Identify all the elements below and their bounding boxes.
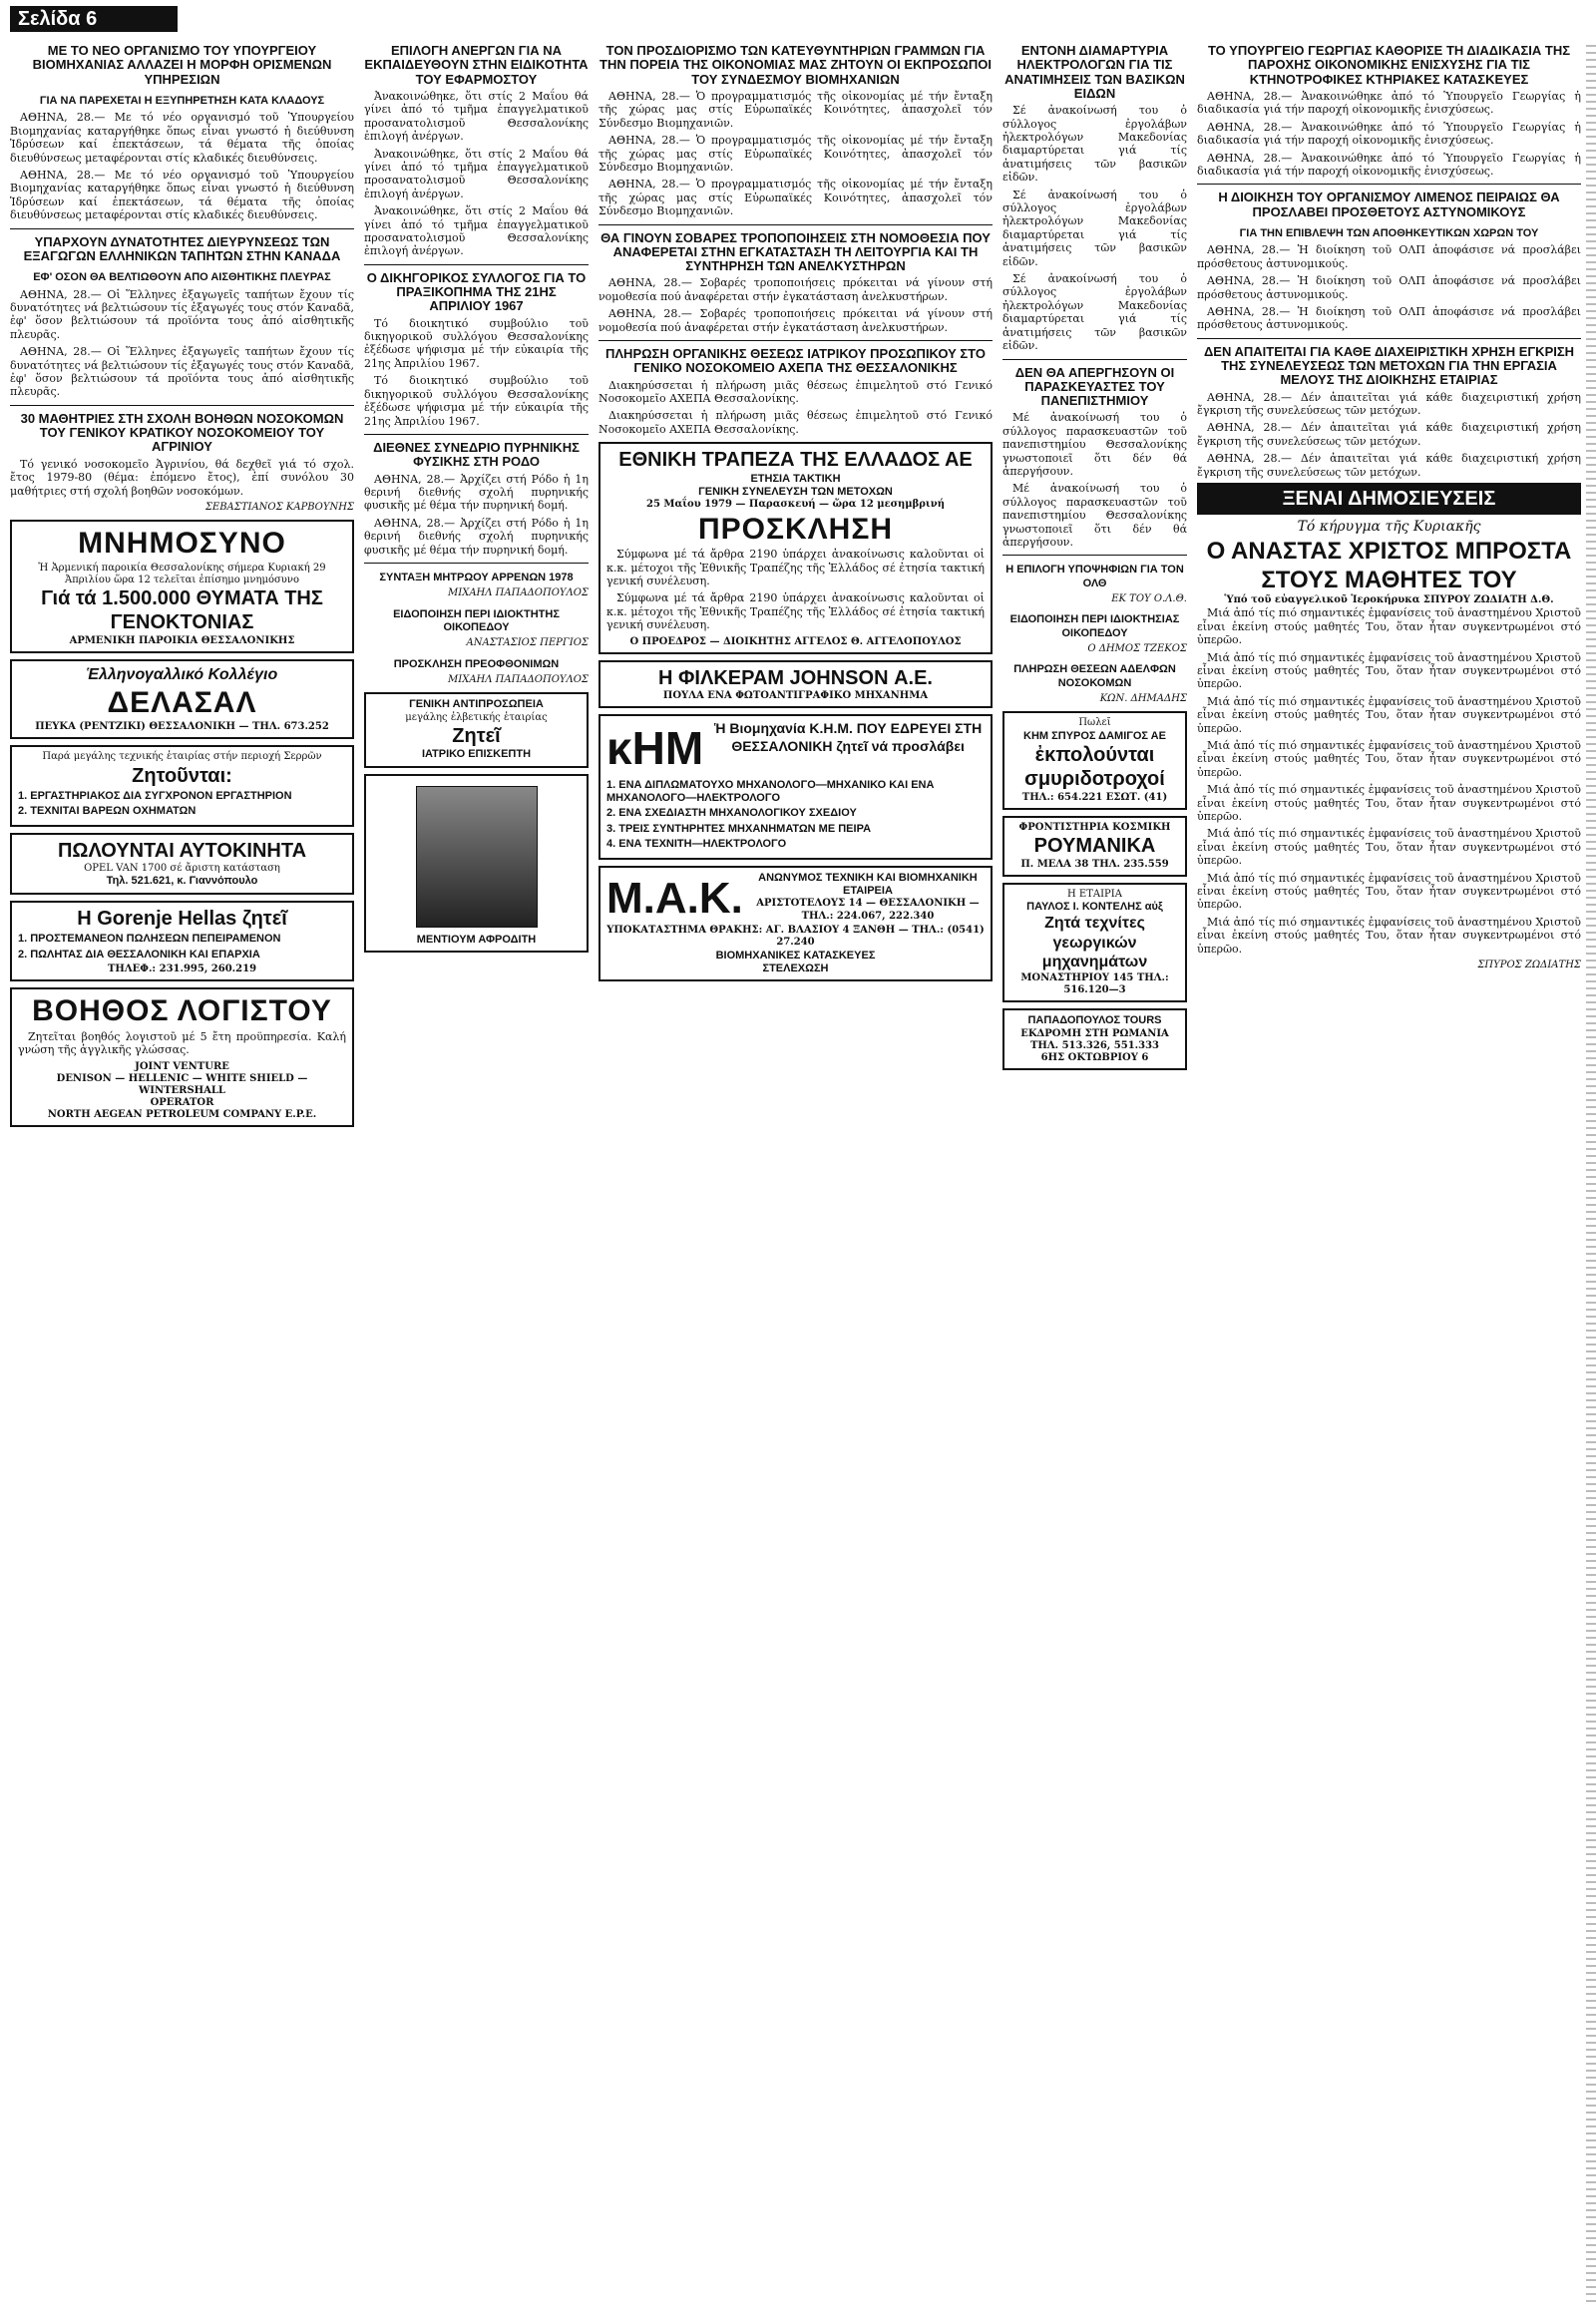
ad-signature-line: OPERATOR (150, 1097, 214, 1109)
article-headline: ΔΕΝ ΑΠΑΙΤΕΙΤΑΙ ΓΙΑ ΚΑΘΕ ΔΙΑΧΕΙΡΙΣΤΙΚΗ ΧΡΗΣΗ ΕΓΚΡΙΣΗ ΤΗΣ ΣΥΝΕΛΕΥΣΕΩΣ ΤΩΝ ΜΕΤΟΧΩΝ ΓΙΑ ΤΗΝ ΕΡΓΑΣΙΑ ΜΕΛΟΥΣ ΤΗΣ ΔΙΟΙΚΗΣΗΣ ΕΤΑΙΡΙΑΣ (1203, 343, 1575, 388)
notice-signature: ΜΙΧΑΗΛ ΠΑΠΑΔΟΠΟΥΛΟΣ (448, 673, 589, 685)
ad-address: Π. ΜΕΛΑ 38 ΤΗΛ. 235.559 (1020, 858, 1169, 870)
article-body: Διακηρύσσεται ἡ πλήρωση μιᾶς θέσεως ἐπιμελητοῦ στό Γενικό Νοσοκομεῖο ΑΧΕΠΑ Θεσσαλονίκης. (598, 409, 993, 436)
ad-subtitle: ΠΟΥΛΑ ΕΝΑ ΦΩΤΟΑΝΤΙΓΡΑΦΙΚΟ ΜΗΧΑΝΗΜΑ (662, 690, 929, 702)
sermon-signature: ΣΠΥΡΟΣ ΖΩΔΙΑΤΗΣ (1477, 960, 1581, 971)
gorenje-ad (10, 901, 354, 981)
ad-list-item: 1. ΕΡΓΑΣΤΗΡΙΑΚΟΣ ΔΙΑ ΣΥΓΧΡΟΝΟΝ ΕΡΓΑΣΤΗΡΙΟΝ (18, 789, 292, 802)
sermon-body: Μιά ἀπό τίς πιό σημαντικές ἐμφανίσεις τοῦ ἀναστημένου Χριστοῦ εἶναι ἐκείνη στούς μαθητές Του, ὅταν ἦταν συγκεντρωμένοι στό ὑπερῶο. (1197, 606, 1581, 647)
ad-title: ΒΟΗΘΟΣ ΛΟΓΙΣΤΟΥ (32, 994, 332, 1028)
article-subheadline: ΓΙΑ ΤΗΝ ΕΠΙΒΛΕΨΗ ΤΩΝ ΑΠΟΘΗΚΕΥΤΙΚΩΝ ΧΩΡΩΝ ΤΟΥ (1239, 226, 1539, 239)
notice-headline: ΠΡΟΣΚΛΗΣΗ ΠΡΕΟΦΘΟΝΙΜΩΝ (393, 657, 560, 670)
ad-title: Η Gorenje Hellas ζητεῖ (77, 907, 287, 930)
article-headline: ΜΕ ΤΟ ΝΕΟ ΟΡΓΑΝΙΣΜΟ ΤΟΥ ΥΠΟΥΡΓΕΙΟΥ ΒΙΟΜΗΧΑΝΙΑΣ ΑΛΛΑΖΕΙ Η ΜΟΡΦΗ ΟΡΙΣΜΕΝΩΝ ΥΠΗΡΕΣΙΩΝ (32, 43, 332, 87)
ad-title: ΡΟΥΜΑΝΙΚΑ (1033, 835, 1156, 858)
ad-title: ΓΕΝΙΚΗ ΑΝΤΙΠΡΟΣΩΠΕΙΑ (409, 698, 544, 711)
article-body: Μέ ἀνακοίνωσή του ὁ σύλλογος παρασκευαστῶν τοῦ πανεπιστημίου Θεσσαλονίκης γνωστοποιεῖ ὅτι δέν θά ἀπεργήσουν. (1002, 411, 1187, 479)
ad-list-item: 4. ΕΝΑ ΤΕΧΝΙΤΗ—ΗΛΕΚΤΡΟΛΟΓΟ (606, 838, 787, 851)
divider (364, 563, 589, 564)
sermon-body: Μιά ἀπό τίς πιό σημαντικές ἐμφανίσεις τοῦ ἀναστημένου Χριστοῦ εἶναι ἐκείνη στούς μαθητές Του, ὅταν ἦταν συγκεντρωμένοι στό ὑπερῶο. (1197, 783, 1581, 823)
sermon-body: Μιά ἀπό τίς πιό σημαντικές ἐμφανίσεις τοῦ ἀναστημένου Χριστοῦ εἶναι ἐκείνη στούς μαθητές Του, ὅταν ἦταν συγκεντρωμένοι στό ὑπερῶο. (1197, 915, 1581, 956)
ad-title: ΑΝΩΝΥΜΟΣ ΤΕΧΝΙΚΗ ΚΑΙ ΒΙΟΜΗΧΑΝΙΚΗ ΕΤΑΙΡΕΙΑ (758, 871, 978, 898)
divider (1002, 359, 1187, 360)
page-number-label: Σελίδα 6 (10, 6, 178, 32)
ad-phone: ΤΗΛ.: 654.221 ΕΣΩΤ. (41) (1021, 791, 1168, 803)
ad-signature-line: NORTH AEGEAN PETROLEUM COMPANY E.P.E. (47, 1109, 317, 1121)
divider (10, 228, 354, 229)
ad-signature-line: JOINT VENTURE (135, 1060, 229, 1072)
divider (1197, 184, 1581, 185)
article-body: Ἀνακοινώθηκε, ὅτι στίς 2 Μαΐου θά γίνει ἀπό τό τμῆμα ἐπαγγελματικοῦ προσανατολισμοῦ Θεσσαλονίκης ἐπιλογή ἀνέργων. (364, 204, 589, 258)
article-subheadline: ΕΦ' ΟΣΟΝ ΘΑ ΒΕΛΤΙΩΘΟΥΝ ΑΠΟ ΑΙΣΘΗΤΙΚΗΣ ΠΛΕΥΡΑΣ (33, 271, 331, 284)
ad-subtitle: μεγάλης ἐλβετικής ἑταιρίας (405, 711, 548, 723)
article-headline: ΘΑ ΓΙΝΟΥΝ ΣΟΒΑΡΕΣ ΤΡΟΠΟΠΟΙΗΣΕΙΣ ΣΤΗ ΝΟΜΟΘΕΣΙΑ ΠΟΥ ΑΝΑΦΕΡΕΤΑΙ ΣΤΗΝ ΕΓΚΑΤΑΣΤΑΣΗ ΤΗ ΛΕΙΤΟΥΡΓΙΑ ΚΑΙ ΤΗ ΣΥΝΤΗΡΗΣΗ ΤΩΝ ΑΝΕΛΚΥΣΤΗΡΩΝ (600, 229, 991, 274)
ad-date: 6ΗΣ ΟΚΤΩΒΡΙΟΥ 6 (1040, 1052, 1149, 1064)
ad-subtitle: ΕΤΗΣΙΑ ΤΑΚΤΙΚΗ (750, 472, 841, 485)
divider (598, 224, 993, 225)
column-5 (1197, 40, 1581, 971)
ad-title: Η ΦΙΛΚΕΡΑΜ JOHNSON Α.Ε. (658, 666, 933, 689)
sermon-body: Μιά ἀπό τίς πιό σημαντικές ἐμφανίσεις τοῦ ἀναστημένου Χριστοῦ εἶναι ἐκείνη στούς μαθητές Του, ὅταν ἦταν συγκεντρωμένοι στό ὑπερῶο. (1197, 871, 1581, 912)
ad-title: ΠΩΛΟΥΝΤΑΙ ΑΥΤΟΚΙΝΗΤΑ (57, 839, 307, 862)
article-signature: ΣΕΒΑΣΤΙΑΝΟΣ ΚΑΡΒΟΥΝΗΣ (204, 501, 354, 513)
article-body: Μέ ἀνακοίνωσή του ὁ σύλλογος παρασκευαστῶν τοῦ πανεπιστημίου Θεσσαλονίκης γνωστοποιεῖ ὅτι δέν θά ἀπεργήσουν. (1002, 482, 1187, 550)
article-body: Διακηρύσσεται ἡ πλήρωση μιᾶς θέσεως ἐπιμελητοῦ στό Γενικό Νοσοκομεῖο ΑΧΕΠΑ Θεσσαλονίκης. (598, 378, 993, 406)
article-body: ΑΘΗΝΑ, 28.— Ὁ προγραμματισμός τῆς οἰκονομίας μέ τήν ἔνταξη τῆς χώρας μας στίς Εὐρωπαϊκές Κοινότητες, ἀπασχολεῖ τόν Σύνδεσμο Βιομηχανιῶν. (598, 89, 993, 130)
article-body: ΑΘΗΝΑ, 28.— Σοβαρές τροποποιήσεις πρόκειται νά γίνουν στή νομοθεσία πού ἀναφέρεται στήν ἐγκατάσταση ἀνελκυστήρων. (598, 307, 993, 334)
kontelis-ad (1002, 883, 1187, 1003)
sermon-body: Μιά ἀπό τίς πιό σημαντικές ἐμφανίσεις τοῦ ἀναστημένου Χριστοῦ εἶναι ἐκείνη στούς μαθητές Του, ὅταν ἦταν συγκεντρωμένοι στό ὑπερῶο. (1197, 694, 1581, 735)
article-body: ΑΘΗΝΑ, 28.— Με τό νέο οργανισμό τοῦ Ὑπουργείου Βιομηχανίας καταργήθηκε ὅπως εἶναι γνωστό ἡ διεύθυνση Ἱδρύσεων καί ἐπεκτάσεων, τά θέματα τῆς ὁποίας διευθύνσεως μεταφέρονται στίς κλαδικές διευθύνσεις. (10, 168, 354, 222)
article-body: ΑΘΗΝΑ, 28.— Σοβαρές τροποποιήσεις πρόκειται νά γίνουν στή νομοθεσία πού ἀναφέρεται στήν ἐγκατάσταση ἀνελκυστήρων. (598, 276, 993, 303)
sermon-body: Μιά ἀπό τίς πιό σημαντικές ἐμφανίσεις τοῦ ἀναστημένου Χριστοῦ εἶναι ἐκείνη στούς μαθητές Του, ὅταν ἦταν συγκεντρωμένοι στό ὑπερῶο. (1197, 738, 1581, 779)
article-body: ΑΘΗΝΑ, 28.— Δέν ἀπαιτεῖται γιά κάθε διαχειριστική χρήση ἔγκριση τῆς συνελεύσεως τῶν μετόχων. (1197, 421, 1581, 448)
article-body: Σέ ἀνακοίνωσή του ὁ σύλλογος ἐργολάβων ἠλεκτρολόγων Μακεδονίας διαμαρτύρεται γιά τίς ἀνατιμήσεις τῶν βασικῶν εἰδῶν. (1002, 104, 1187, 185)
grinding-wheels-ad (1002, 711, 1187, 810)
khm-logo: κΗΜ (606, 722, 704, 775)
adjacent-page-edge (1586, 40, 1596, 2304)
ad-head: Πωλεῖ (1078, 717, 1111, 729)
article-body: ΑΘΗΝΑ, 28.— Δέν ἀπαιτεῖται γιά κάθε διαχειριστική χρήση ἔγκριση τῆς συνελεύσεως τῶν μετόχων. (1197, 452, 1581, 479)
national-bank-ad (598, 442, 993, 654)
article-body: ΑΘΗΝΑ, 28.— Οἱ Ἕλληνες ἐξαγωγεῖς ταπήτων ἔχουν τίς δυνατότητες νά βελτιώσουν τίς ἐξαγωγές τους στόν Καναδᾶ, ἐφ' ὅσον βελτιώσουν τά προϊόντα τους ἀπό αἰσθητικῆς πλευρᾶς. (10, 287, 354, 341)
ad-signature-line: DENISON — HELLENIC — WHITE SHIELD — WINTERSHALL (56, 1072, 308, 1096)
accountant-ad (10, 987, 354, 1127)
ad-subtitle: ΓΕΝΙΚΗ ΣΥΝΕΛΕΥΣΗ ΤΩΝ ΜΕΤΟΧΩΝ (698, 486, 893, 499)
notice-signature: Ο ΔΗΜΟΣ ΤΖΕΚΟΣ (1087, 643, 1187, 655)
ad-list-item: 2. ΠΩΛΗΤΑΣ ΔΙΑ ΘΕΣΣΑΛΟΝΙΚΗ ΚΑΙ ΕΠΑΡΧΙΑ (18, 948, 260, 961)
ad-name: ΚΗΜ ΣΠΥΡΟΣ ΔΑΜΙΓΟΣ ΑΕ (1023, 729, 1166, 742)
article-headline: Η ΔΙΟΙΚΗΣΗ ΤΟΥ ΟΡΓΑΝΙΣΜΟΥ ΛΙΜΕΝΟΣ ΠΕΙΡΑΙΩΣ ΘΑ ΠΡΟΣΛΑΒΕΙ ΠΡΟΣΘΕΤΟΥΣ ΑΣΤΥΝΟΜΙΚΟΥΣ (1218, 190, 1560, 219)
ad-list-item: 1. ΠΡΟΣΤΕΜΑΝΕΟΝ ΠΩΛΗΣΕΩΝ ΠΕΠΕΙΡΑΜΕΝΟΝ (18, 933, 281, 946)
article-body: ΑΘΗΝΑ, 28.— Ἀρχίζει στή Ρόδο ἡ 1η θερινή διεθνής σχολή πυρηνικής φυσικῆς μέ θέμα τήν πυρηνική δομή. (364, 516, 589, 557)
ad-name: ΔΕΛΑΣΑΛ (107, 685, 257, 719)
portrait-photo (416, 786, 538, 928)
article-body: Ἀνακοινώθηκε, ὅτι στίς 2 Μαΐου θά γίνει ἀπό τό τμῆμα ἐπαγγελματικοῦ προσανατολισμοῦ Θεσσαλονίκης ἐπιλογή ἀνέργων. (364, 147, 589, 200)
ad-head: ΦΡΟΝΤΙΣΤΗΡΙΑ ΚΟΣΜΙΚΗ (1018, 822, 1171, 834)
article-body: ΑΘΗΝΑ, 28.— Με τό νέο οργανισμό τοῦ Ὑπουργείου Βιομηχανίας καταργήθηκε ὅπως εἶναι γνωστό ἡ διεύθυνση Ἱδρύσεων καί ἐπεκτάσεων, τά θέματα τῆς ὁποίας διευθύνσεως μεταφέρονται στίς κλαδικές διευθύνσεις. (10, 111, 354, 165)
ad-title: ἐκπολούνται σμυριδοτροχοί (1024, 744, 1165, 791)
article-body: Τό γενικό νοσοκομεῖο Ἀγρινίου, θά δεχθεῖ γιά τό σχολ. ἔτος 1979-80 (θέμα: ἐπόμενο ἔτος), ἐπί συνόλου 30 μαθήτριες στή σχολή βοηθῶν νοσοκόμων. (10, 457, 354, 498)
ad-role: ΙΑΤΡΙΚΟ ΕΠΙΣΚΕΠΤΗ (421, 748, 532, 761)
ad-phone: ΤΗΛΕΦ.: 231.995, 260.219 (107, 963, 257, 974)
photo-caption: ΜΕΝΤΙΟΥΜ ΑΦΡΟΔΙΤΗ (416, 933, 537, 946)
article-subheadline: ΓΙΑ ΝΑ ΠΑΡΕΧΕΤΑΙ Η ΕΞΥΠΗΡΕΤΗΣΗ ΚΑΤΑ ΚΛΑΔΟΥΣ (39, 94, 325, 107)
ad-body: Σύμφωνα μέ τά ἄρθρα 2190 ὑπάρχει ἀνακοίνωσις καλοῦνται οἱ κ.κ. μέτοχοι τῆς Ἐθνικῆς Τραπέζης τῆς Ἑλλάδος σέ ἐτησία τακτική γενική συνέλευση. (606, 548, 985, 588)
sermon-body: Μιά ἀπό τίς πιό σημαντικές ἐμφανίσεις τοῦ ἀναστημένου Χριστοῦ εἶναι ἐκείνη στούς μαθητές Του, ὅταν ἦταν συγκεντρωμένοι στό ὑπερῶο. (1197, 827, 1581, 868)
ad-title: Ζητά τεχνίτες γεωργικών μηχανημάτων (1041, 915, 1148, 971)
article-body: ΑΘΗΝΑ, 28.— Ἀρχίζει στή Ρόδο ἡ 1η θερινή διεθνής σχολή πυρηνικής φυσικῆς μέ θέμα τήν πυρηνική δομή. (364, 472, 589, 513)
jobs-ad (10, 745, 354, 826)
ad-list-item: 2. ΕΝΑ ΣΧΕΔΙΑΣΤΗ ΜΗΧΑΝΟΛΟΓΙΚΟΥ ΣΧΕΔΙΟΥ (606, 807, 857, 820)
ad-title: ΠΑΠΑΔΟΠΟΥΛΟΣ TOURS (1027, 1014, 1162, 1027)
filkeram-ad (598, 660, 993, 709)
section-banner: ΞΕΝΑΙ ΔΗΜΟΣΙΕΥΣΕΙΣ (1197, 483, 1581, 515)
article-body: Σέ ἀνακοίνωσή του ὁ σύλλογος ἐργολάβων ἠλεκτρολόγων Μακεδονίας διαμαρτύρεται γιά τίς ἀνατιμήσεις τῶν βασικῶν εἰδῶν. (1002, 272, 1187, 353)
ad-list-item: 3. ΤΡΕΙΣ ΣΥΝΤΗΡΗΤΕΣ ΜΗΧΑΝΗΜΑΤΩΝ ΜΕ ΠΕΙΡΑ (606, 822, 872, 835)
ad-head: ΠΡΟΣΚΛΗΣΗ (697, 512, 894, 546)
article-body: Ἀνακοινώθηκε, ὅτι στίς 2 Μαΐου θά γίνει ἀπό τό τμῆμα ἐπαγγελματικοῦ προσανατολισμοῦ Θεσσαλονίκης ἐπιλογή ἀνέργων. (364, 89, 589, 144)
ad-text: Ἡ Ἀρμενική παροικία Θεσσαλονίκης σήμερα Κυριακή 29 Ἀπριλίου ὥρα 12 τελεῖται ἐπίσημο μνημόσυνο (38, 562, 326, 585)
article-body: Σέ ἀνακοίνωσή του ὁ σύλλογος ἐργολάβων ἠλεκτρολόγων Μακεδονίας διαμαρτύρεται γιά τίς ἀνατιμήσεις τῶν βασικῶν εἰδῶν. (1002, 188, 1187, 268)
ad-title: ΕΘΝΙΚΗ ΤΡΑΠΕΖΑ ΤΗΣ ΕΛΛΑΔΟΣ ΑΕ (618, 449, 973, 472)
tours-ad (1002, 1008, 1187, 1070)
college-ad (10, 659, 354, 739)
ad-want: Ζητεῖ (452, 724, 501, 747)
ad-list-item: 1. ΕΝΑ ΔΙΠΛΩΜΑΤΟΥΧΟ ΜΗΧΑΝΟΛΟΓΟ—ΜΗΧΑΝΙΚΟ ΚΑΙ ΕΝΑ ΜΗΧΑΝΟΛΟΓΟ—ΗΛΕΚΤΡΟΛΟΓΟ (606, 778, 935, 804)
article-body: ΑΘΗΝΑ, 28.— Δέν ἀπαιτεῖται γιά κάθε διαχειριστική χρήση ἔγκριση τῆς συνελεύσεως τῶν μετόχων. (1197, 390, 1581, 418)
ad-title: Ἑλληνογαλλικό Κολλέγιο (86, 666, 278, 684)
notice-headline: ΕΙΔΟΠΟΙΗΣΗ ΠΕΡΙ ΙΔΙΟΚΤΗΣΙΑΣ ΟΙΚΟΠΕΔΟΥ (1009, 613, 1180, 639)
ad-head: Η ΕΤΑΙΡΙΑ (1067, 888, 1122, 900)
article-body: ΑΘΗΝΑ, 28.— Ὁ προγραμματισμός τῆς οἰκονομίας μέ τήν ἔνταξη τῆς χώρας μας στίς Εὐρωπαϊκές Κοινότητες, ἀπασχολεῖ τόν Σύνδεσμο Βιομηχανιῶν. (598, 134, 993, 174)
article-headline: ΕΝΤΟΝΗ ΔΙΑΜΑΡΤΥΡΙΑ ΗΛΕΚΤΡΟΛΟΓΩΝ ΓΙΑ ΤΙΣ ΑΝΑΤΙΜΗΣΕΙΣ ΤΩΝ ΒΑΣΙΚΩΝ ΕΙΔΩΝ (1004, 43, 1185, 101)
sermon-title: Ο ΑΝΑΣΤΑΣ ΧΡΙΣΤΟΣ ΜΠΡΟΣΤΑ ΣΤΟΥΣ ΜΑΘΗΤΕΣ ΤΟΥ (1206, 537, 1572, 593)
article-body: ΑΘΗΝΑ, 28.— Ἀνακοινώθηκε ἀπό τό Ὑπουργεῖο Γεωργίας ἡ διαδικασία γιά τήν παροχή οἰκονομικῆς ἐνισχύσεως. (1197, 120, 1581, 148)
mak-ad (598, 866, 993, 982)
cars-ad (10, 833, 354, 895)
ad-section: ΒΙΟΜΗΧΑΝΙΚΕΣ ΚΑΤΑΣΚΕΥΕΣ (715, 949, 876, 962)
article-body: ΑΘΗΝΑ, 28.— Ἡ διοίκηση τοῦ ΟΛΠ ἀποφάσισε νά προσλάβει πρόσθετους ἀστυνομικούς. (1197, 304, 1581, 332)
article-headline: ΔΙΕΘΝΕΣ ΣΥΝΕΔΡΙΟ ΠΥΡΗΝΙΚΗΣ ΦΥΣΙΚΗΣ ΣΤΗ ΡΟΔΟ (373, 439, 580, 470)
ad-address: ΠΕΥΚΑ (ΡΕΝΤΖΙΚΙ) ΘΕΣΣΑΛΟΝΙΚΗ — ΤΗΛ. 673.252 (35, 721, 329, 733)
obituary-photo-box (364, 774, 589, 953)
notice-headline: ΕΙΔΟΠΟΙΗΣΗ ΠΕΡΙ ΙΔΙΟΚΤΗΤΗΣ ΟΙΚΟΠΕΔΟΥ (393, 607, 560, 633)
ad-date: 25 Μαΐου 1979 — Παρασκευή — ὥρα 12 μεσημβρινή (646, 499, 945, 511)
article-body: ΑΘΗΝΑ, 28.— Ἀνακοινώθηκε ἀπό τό Ὑπουργεῖο Γεωργίας ἡ διαδικασία γιά τήν παροχή οἰκονομικῆς ἐνισχύσεως. (1197, 151, 1581, 178)
ad-signature: ΑΡΜΕΝΙΚΗ ΠΑΡΟΙΚΙΑ ΘΕΣΣΑΛΟΝΙΚΗΣ (69, 634, 295, 646)
notice-headline: ΠΛΗΡΩΣΗ ΘΕΣΕΩΝ ΑΔΕΛΦΩΝ ΝΟΣΟΚΟΜΩΝ (1013, 663, 1176, 689)
article-headline: Ο ΔΙΚΗΓΟΡΙΚΟΣ ΣΥΛΛΟΓΟΣ ΓΙΑ ΤΟ ΠΡΑΞΙΚΟΠΗΜΑ ΤΗΣ 21ΗΣ ΑΠΡΙΛΙΟΥ 1967 (366, 269, 587, 314)
notice-headline: ΣΥΝΤΑΞΗ ΜΗΤΡΩΟΥ ΑΡΡΕΝΩΝ 1978 (379, 571, 574, 583)
notice-signature: ΑΝΑΣΤΑΣΙΟΣ ΠΕΡΓΙΟΣ (466, 637, 589, 649)
romanian-lessons-ad (1002, 816, 1187, 877)
ad-title: ΜΝΗΜΟΣΥΝΟ (78, 527, 286, 561)
article-body: ΑΘΗΝΑ, 28.— Ὁ προγραμματισμός τῆς οἰκονομίας μέ τήν ἔνταξη τῆς χώρας μας στίς Εὐρωπαϊκές Κοινότητες, ἀπασχολεῖ τόν Σύνδεσμο Βιομηχανιῶν. (598, 178, 993, 218)
article-body: Τό διοικητικό συμβούλιο τοῦ δικηγορικοῦ συλλόγου Θεσσαλονίκης ἐξέδωσε ψήφισμα μέ τήν εὐκαιρία τῆς 21ης Ἀπριλίου 1967. (364, 374, 589, 428)
article-headline: 30 ΜΑΘΗΤΡΙΕΣ ΣΤΗ ΣΧΟΛΗ ΒΟΗΘΩΝ ΝΟΣΟΚΟΜΩΝ ΤΟΥ ΓΕΝΙΚΟΥ ΚΡΑΤΙΚΟΥ ΝΟΣΟΚΟΜΕΙΟΥ ΤΟΥ ΑΓΡΙΝΙΟΥ (20, 410, 344, 455)
ad-title: Ἡ Βιομηχανία Κ.Η.Μ. ΠΟΥ ΕΔΡΕΥΕΙ ΣΤΗ ΘΕΣΣΑΛΟΝΙΚΗ ζητεῖ νά προσλάβει (713, 720, 983, 754)
ad-intro: Παρά μεγάλης τεχνικής ἑταιρίας στήν περιοχή Σερρῶν (42, 751, 322, 763)
ad-phone: ΤΗΛ. 513.326, 551.333 (1029, 1039, 1160, 1051)
article-headline: ΤΟΝ ΠΡΟΣΔΙΟΡΙΣΜΟ ΤΩΝ ΚΑΤΕΥΘΥΝΤΗΡΙΩΝ ΓΡΑΜΜΩΝ ΓΙΑ ΤΗΝ ΠΟΡΕΙΑ ΤΗΣ ΟΙΚΟΝΟΜΙΑΣ ΜΑΣ ΖΗΤΟΥΝ ΟΙ ΕΚΠΡΟΣΩΠΟΙ ΤΟΥ ΣΥΝΔΕΣΜΟΥ ΒΙΟΜΗΧΑΝΙΩΝ (599, 43, 992, 87)
article-headline: ΔΕΝ ΘΑ ΑΠΕΡΓΗΣΟΥΝ ΟΙ ΠΑΡΑΣΚΕΥΑΣΤΕΣ ΤΟΥ ΠΑΝΕΠΙΣΤΗΜΙΟΥ (1014, 364, 1175, 409)
memorial-ad (10, 520, 354, 653)
article-headline: ΠΛΗΡΩΣΗ ΟΡΓΑΝΙΚΗΣ ΘΕΣΕΩΣ ΙΑΤΡΙΚΟΥ ΠΡΟΣΩΠΙΚΟΥ ΣΤΟ ΓΕΝΙΚΟ ΝΟΣΟΚΟΜΕΙΟ ΑΧΕΠΑ ΤΗΣ ΘΕΣΣΑΛΟΝΙΚΗΣ (605, 346, 986, 376)
divider (598, 340, 993, 341)
ad-address: ΜΟΝΑΣΤΗΡΙΟΥ 145 ΤΗΛ.: 516.120—3 (1020, 971, 1169, 996)
divider (10, 405, 354, 406)
sermon-author: Ὑπό τοῦ εὐαγγελικοῦ Ἱεροκήρυκα ΣΠΥΡΟΥ ΖΩΔΙΑΤΗ Δ.Θ. (1224, 594, 1554, 606)
ad-name: ΠΑΥΛΟΣ Ι. ΚΟΝΤΕΛΗΣ αὐξ (1026, 900, 1163, 913)
ad-branch: ΥΠΟΚΑΤΑΣΤΗΜΑ ΘΡΑΚΗΣ: ΑΓ. ΒΛΑΣΙΟΥ 4 ΞΑΝΘΗ — ΤΗΛ.: (0541) 27.240 (606, 925, 985, 949)
article-headline: ΕΠΙΛΟΓΗ ΑΝΕΡΓΩΝ ΓΙΑ ΝΑ ΕΚΠΑΙΔΕΥΘΟΥΝ ΣΤΗΝ ΕΙΔΙΚΟΤΗΤΑ ΤΟΥ ΕΦΑΡΜΟΣΤΟΥ (364, 43, 589, 87)
ad-subtitle: OPEL VAN 1700 σέ ἄριστη κατάσταση (84, 863, 280, 875)
ad-phone: Τηλ. 521.621, κ. Γιαννόπουλο (106, 875, 258, 888)
mak-logo: Μ.Α.Κ. (606, 873, 743, 923)
medical-rep-ad (364, 692, 589, 767)
article-headline: ΤΟ ΥΠΟΥΡΓΕΙΟ ΓΕΩΡΓΙΑΣ ΚΑΘΟΡΙΣΕ ΤΗ ΔΙΑΔΙΚΑΣΙΑ ΤΗΣ ΠΑΡΟΧΗΣ ΟΙΚΟΝΟΜΙΚΗΣ ΕΝΙΣΧΥΣΗΣ ΓΙΑ ΤΙΣ ΚΤΗΝΟΤΡΟΦΙΚΕΣ ΚΤΗΡΙΑΚΕΣ ΚΑΤΑΣΚΕΥΕΣ (1207, 43, 1571, 87)
ad-list-item: 2. ΤΕΧΝΙΤΑΙ ΒΑΡΕΩΝ ΟΧΗΜΑΤΩΝ (18, 805, 197, 818)
ad-staff: ΣΤΕΛΕΧΩΣΗ (762, 963, 829, 975)
ad-signature: Ο ΠΡΟΕΔΡΟΣ — ΔΙΟΙΚΗΤΗΣ ΑΓΓΕΛΟΣ Θ. ΑΓΓΕΛΟΠΟΥΛΟΣ (629, 635, 962, 647)
article-headline: ΥΠΑΡΧΟΥΝ ΔΥΝΑΤΟΤΗΤΕΣ ΔΙΕΥΡΥΝΣΕΩΣ ΤΩΝ ΕΞΑΓΩΓΩΝ ΕΛΛΗΝΙΚΩΝ ΤΑΠΗΤΩΝ ΣΤΗΝ ΚΑΝΑΔΑ (23, 233, 341, 263)
column-3 (598, 40, 993, 987)
divider (1002, 555, 1187, 556)
sermon-body: Μιά ἀπό τίς πιό σημαντικές ἐμφανίσεις τοῦ ἀναστημένου Χριστοῦ εἶναι ἐκείνη στούς μαθητές Του, ὅταν ἦταν συγκεντρωμένοι στό ὑπερῶο. (1197, 650, 1581, 691)
ad-subtitle: ΕΚΔΡΟΜΗ ΣΤΗ ΡΩΜΑΝΙΑ (1020, 1027, 1169, 1039)
ad-title: Ζητοῦνται: (132, 764, 232, 787)
column-4 (1002, 40, 1187, 1076)
column-1 (10, 40, 354, 1133)
column-2 (364, 40, 589, 959)
notice-signature: ΜΙΧΑΗΛ ΠΑΠΑΔΟΠΟΥΛΟΣ (448, 587, 589, 599)
article-body: ΑΘΗΝΑ, 28.— Ἡ διοίκηση τοῦ ΟΛΠ ἀποφάσισε νά προσλάβει πρόσθετους ἀστυνομικούς. (1197, 243, 1581, 270)
notice-signature: ΚΩΝ. ΔΗΜΑΔΗΣ (1099, 693, 1187, 705)
notice-headline: Η ΕΠΙΛΟΓΗ ΥΠΟΨΗΦΙΩΝ ΓΙΑ ΤΟΝ ΟΛΘ (1005, 564, 1184, 589)
divider (364, 434, 589, 435)
ad-address: ΑΡΙΣΤΟΤΕΛΟΥΣ 14 — ΘΕΣΣΑΛΟΝΙΚΗ — ΤΗΛ.: 224.067, 222.340 (756, 898, 980, 922)
article-body: ΑΘΗΝΑ, 28.— Οἱ Ἕλληνες ἐξαγωγεῖς ταπήτων ἔχουν τίς δυνατότητες νά βελτιώσουν τίς ἐξαγωγές τους στόν Καναδᾶ, ἐφ' ὅσον βελτιώσουν τά προϊόντα τους ἀπό αἰσθητικῆς πλευρᾶς. (10, 345, 354, 399)
ad-body: Σύμφωνα μέ τά ἄρθρα 2190 ὑπάρχει ἀνακοίνωσις καλοῦνται οἱ κ.κ. μέτοχοι τῆς Ἐθνικῆς Τραπέζης τῆς Ἑλλάδος σέ ἐτησία τακτική γενική συνέλευση. (606, 591, 985, 632)
article-body: Τό διοικητικό συμβούλιο τοῦ δικηγορικοῦ συλλόγου Θεσσαλονίκης ἐξέδωσε ψήφισμα μέ τήν εὐκαιρία τῆς 21ης Ἀπριλίου 1967. (364, 316, 589, 370)
ad-text: Ζητεῖται βοηθός λογιστοῦ μέ 5 ἔτη προϋπηρεσία. Καλή γνώση τῆς ἀγγλικῆς γλώσσας. (18, 1029, 346, 1057)
divider (364, 264, 589, 265)
divider (1197, 338, 1581, 339)
article-body: ΑΘΗΝΑ, 28.— Ἡ διοίκηση τοῦ ΟΛΠ ἀποφάσισε νά προσλάβει πρόσθετους ἀστυνομικούς. (1197, 274, 1581, 301)
khm-ad (598, 714, 993, 859)
article-body: ΑΘΗΝΑ, 28.— Ἀνακοινώθηκε ἀπό τό Ὑπουργεῖο Γεωργίας ἡ διαδικασία γιά τήν παροχή οἰκονομικῆς ἐνισχύσεως. (1197, 89, 1581, 117)
sermon-pre: Τό κήρυγμα τῆς Κυριακῆς (1297, 519, 1481, 536)
notice-signature: ΕΚ ΤΟΥ Ο.Λ.Θ. (1111, 593, 1187, 605)
ad-headline: Γιά τά 1.500.000 ΘΥΜΑΤΑ ΤΗΣ ΓΕΝΟΚΤΟΝΙΑΣ (41, 587, 323, 634)
